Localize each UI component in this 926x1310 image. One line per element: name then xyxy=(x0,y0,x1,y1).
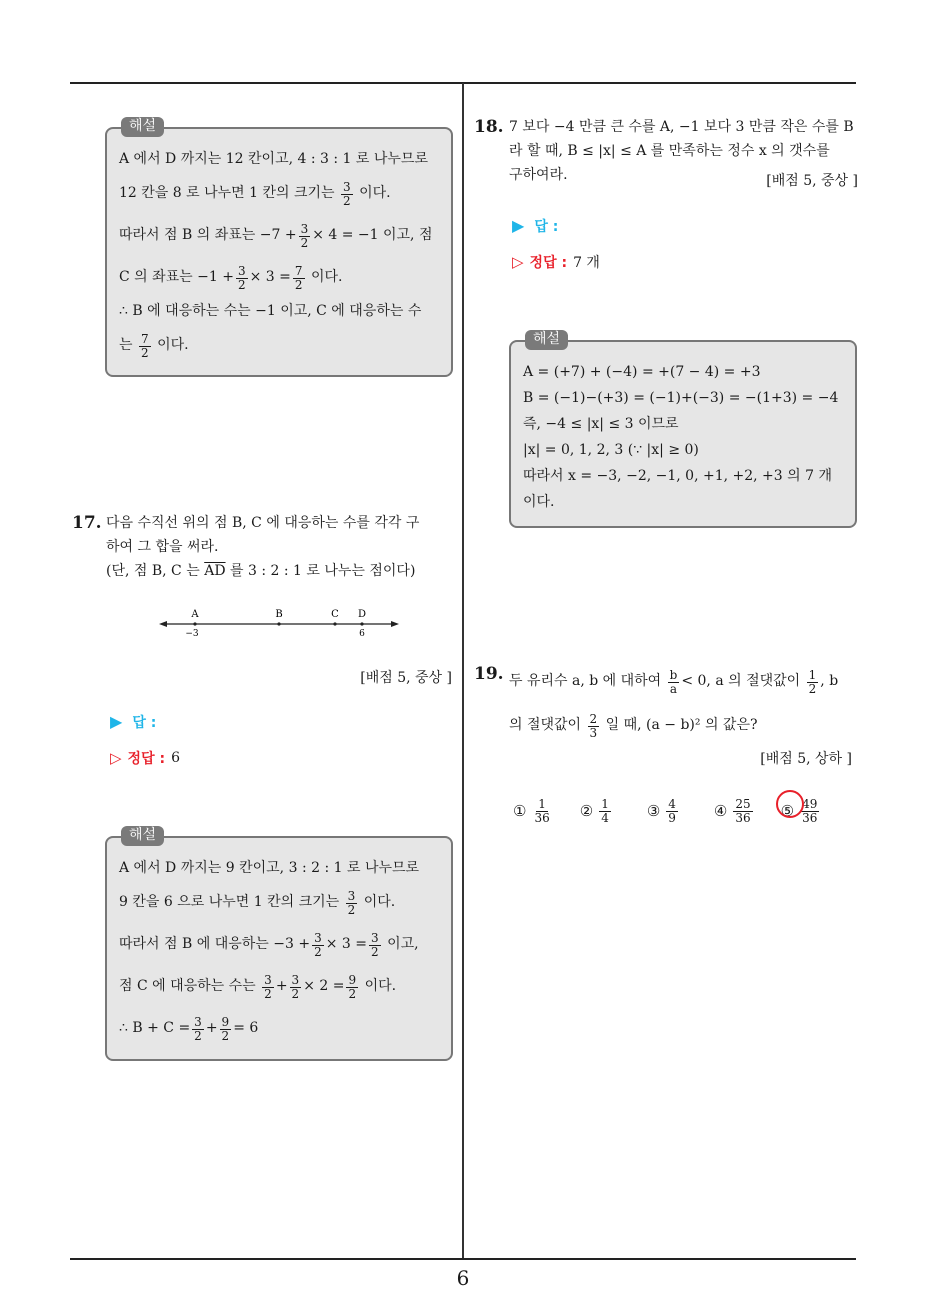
choice-4[interactable]: ④ $\frac{25}{36}$ xyxy=(713,797,751,825)
solution-tag: 해설 xyxy=(525,330,568,350)
question-text: 다음 수직선 위의 점 B, C 에 대응하는 수를 각각 구 하여 그 합을 써라. (단, 점 B, C 는 $\overline{AD}$ 를 3 : 2 : 1 로 나누는 점이다) xyxy=(106,515,420,580)
point-b xyxy=(277,622,280,625)
question-text: 두 유리수 a, b 에 대하여 $\frac{b}{a}$ < 0, a 의 절댓값이 $\frac{1}{2}$ , b 의 절댓값이 $\frac{2}{3}$ 일 때, (a − b)² 의 값은? xyxy=(509,667,839,740)
solution-line: A 에서 D 까지는 9 칸이고, 3 : 2 : 1 로 나누므로 xyxy=(119,860,420,877)
question-number: 17. xyxy=(72,513,102,533)
fraction: $\frac{3}{2}$ xyxy=(300,221,309,250)
answer-row[interactable] xyxy=(110,712,156,732)
outline-triangle-icon: ▷ xyxy=(110,749,122,767)
solution-line: 는 $\frac{7}{2}$ 이다. xyxy=(119,331,189,360)
fraction: $\frac{3}{2}$ xyxy=(291,972,300,1001)
point-c xyxy=(333,622,336,625)
solution-line: 따라서 점 B 의 좌표는 −7 + $\frac{3}{2}$ × 4 = −1 이고, 점 xyxy=(119,221,433,250)
fraction: $\frac{3}{2}$ xyxy=(314,930,322,959)
question-number: 18. xyxy=(474,117,504,137)
page-number: 6 xyxy=(456,1266,470,1290)
arrow-right-icon xyxy=(391,621,399,627)
fraction: $\frac{4}{9}$ xyxy=(668,797,676,825)
correct-answer-row: ▷ 정답 : 6 xyxy=(110,749,180,767)
label-a: A xyxy=(191,609,199,620)
question-number: 19. xyxy=(474,664,504,684)
fraction: $\frac{3}{2}$ xyxy=(264,972,272,1001)
fraction: $\frac{3}{2}$ xyxy=(343,179,351,208)
solution-line: |x| = 0, 1, 2, 3 (∵ |x| ≥ 0) xyxy=(523,442,699,459)
fraction: $\frac{7}{2}$ xyxy=(140,331,149,360)
solution-line: 즉, −4 ≤ |x| ≤ 3 이므로 xyxy=(523,416,679,433)
solution-line: C 의 좌표는 −1 + $\frac{3}{2}$ × 3 = $\frac{7}{2}$ 이다. xyxy=(119,263,343,292)
play-triangle-icon: ▶ xyxy=(512,216,525,235)
question-text: 7 보다 −4 만큼 큰 수를 A, −1 보다 3 만큼 작은 수를 B 라 할 때, B ≤ |x| ≤ A 를 만족하는 정수 x 의 갯수를 구하여라. xyxy=(509,119,854,184)
fraction: $\frac{3}{2}$ xyxy=(194,1014,202,1043)
fraction: $\frac{1}{2}$ xyxy=(808,667,817,696)
solution-line: 점 C 에 대응하는 수는 $\frac{3}{2}$ + $\frac{3}{2}$ × 2 = $\frac{9}{2}$ 이다. xyxy=(119,972,397,1001)
solution-box-17 xyxy=(105,827,453,1061)
value-a: −3 xyxy=(185,629,199,639)
solution-line: 12 칸을 8 로 나누면 1 칸의 크기는 $\frac{3}{2}$ 이다. xyxy=(119,179,391,208)
point-d xyxy=(360,622,363,625)
label-c: C xyxy=(331,609,339,620)
point-a xyxy=(193,622,196,625)
correct-answer-row: ▷ 정답 : 7 개 xyxy=(512,253,600,271)
answer-label: 답 : xyxy=(132,715,157,731)
bottom-rule xyxy=(70,1258,856,1260)
fraction: $\frac{3}{2}$ xyxy=(347,888,356,917)
number-line xyxy=(155,604,405,644)
solution-line: ∴ B + C = $\frac{3}{2}$ + $\frac{9}{2}$ = 6 xyxy=(119,1014,259,1043)
fraction: $\frac{3}{2}$ xyxy=(371,930,379,959)
fraction: $\frac{49}{36}$ xyxy=(802,797,818,825)
solution-line: 9 칸을 6 으로 나누면 1 칸의 크기는 $\frac{3}{2}$ 이다. xyxy=(119,888,396,917)
solution-line: A = (+7) + (−4) = +(7 − 4) = +3 xyxy=(523,364,761,381)
solution-tag: 해설 xyxy=(121,826,164,846)
answer-row[interactable] xyxy=(512,216,558,236)
outline-triangle-icon: ▷ xyxy=(512,253,524,271)
fraction: $\frac{b}{a}$ xyxy=(669,667,678,696)
fraction: $\frac{1}{4}$ xyxy=(601,797,609,825)
label-d: D xyxy=(357,609,367,620)
solution-box-16 xyxy=(105,118,453,377)
solution-box-18 xyxy=(509,331,857,528)
score-label: [배점 5, 중상 ] xyxy=(766,173,858,189)
solution-line: 따라서 x = −3, −2, −1, 0, +1, +2, +3 의 7 개 xyxy=(523,468,832,485)
segment-ad: $\overline{AD}$ xyxy=(204,563,226,580)
choice-2[interactable]: ② $\frac{1}{4}$ xyxy=(579,797,609,825)
solution-tag: 해설 xyxy=(121,117,164,137)
fraction: $\frac{9}{2}$ xyxy=(221,1014,230,1043)
solution-line: B = (−1)−(+3) = (−1)+(−3) = −(1+3) = −4 xyxy=(523,390,839,407)
fraction: $\frac{2}{3}$ xyxy=(589,711,598,740)
score-label: [배점 5, 상하 ] xyxy=(760,751,852,767)
fraction: $\frac{3}{2}$ xyxy=(237,263,246,292)
value-d: 6 xyxy=(359,629,365,639)
score-label: [배점 5, 중상 ] xyxy=(360,670,452,686)
solution-line: ∴ B 에 대응하는 수는 −1 이고, C 에 대응하는 수 xyxy=(119,303,422,320)
choice-5-selected[interactable]: ⑤ $\frac{49}{36}$ xyxy=(781,798,822,824)
arrow-left-icon xyxy=(159,621,167,627)
column-divider xyxy=(462,83,464,1258)
play-triangle-icon: ▶ xyxy=(110,712,123,731)
fraction: $\frac{9}{2}$ xyxy=(348,972,357,1001)
solution-line: 따라서 점 B 에 대응하는 −3 + $\frac{3}{2}$ × 3 = $\frac{3}{2}$ 이고, xyxy=(119,930,419,959)
answer-choices xyxy=(513,798,821,824)
choice-1[interactable]: ① $\frac{1}{36}$ xyxy=(513,797,550,825)
fraction: $\frac{7}{2}$ xyxy=(294,263,303,292)
answer-label: 답 : xyxy=(534,219,559,235)
selected-circle-icon xyxy=(776,790,804,818)
solution-line: 이다. xyxy=(523,494,555,511)
fraction: $\frac{1}{36}$ xyxy=(534,797,550,825)
choice-3[interactable]: ③ $\frac{4}{9}$ xyxy=(646,797,676,825)
label-b: B xyxy=(275,609,283,620)
solution-line: A 에서 D 까지는 12 칸이고, 4 : 3 : 1 로 나누므로 xyxy=(119,151,428,168)
fraction: $\frac{25}{36}$ xyxy=(735,797,751,825)
